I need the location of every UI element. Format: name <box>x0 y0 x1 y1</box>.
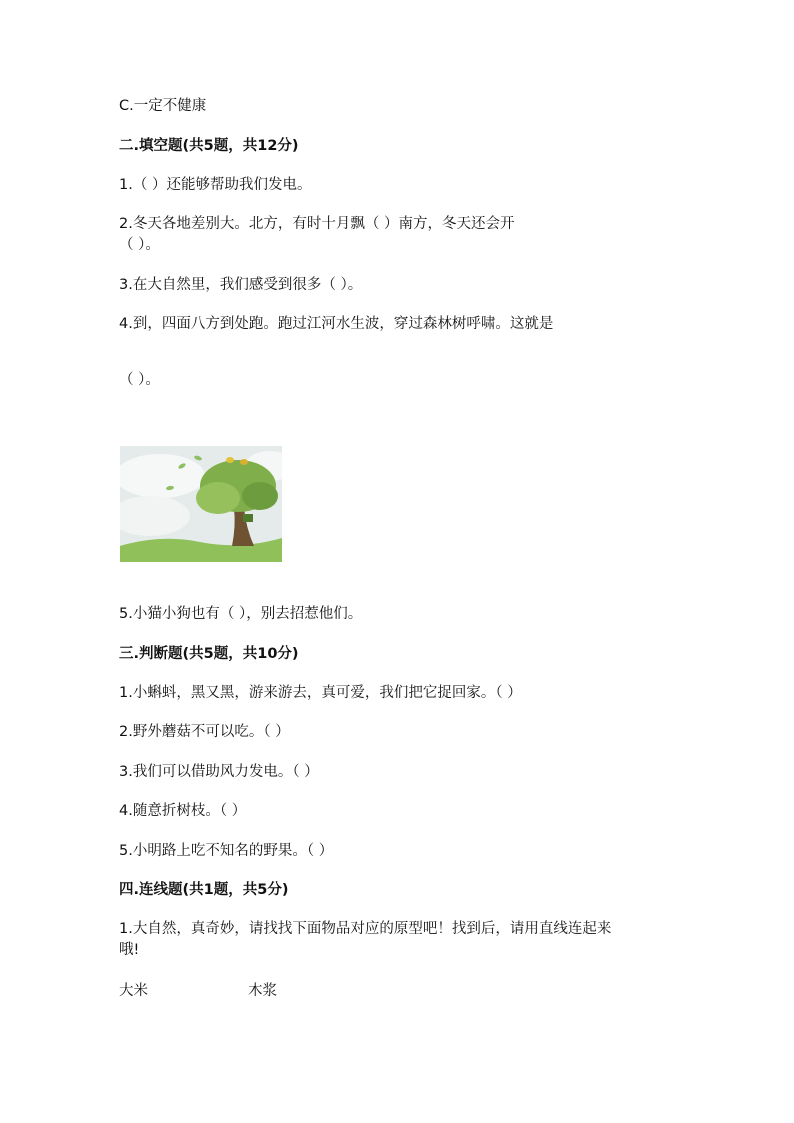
tree-foliage <box>196 482 240 514</box>
match-question-1-line-2: 哦! <box>119 942 140 958</box>
fill-question-1: 1.（ ）还能够帮助我们发电。 <box>119 177 312 193</box>
fill-question-4-line-1: 4.到，四面八方到处跑。跑过江河水生波，穿过森林树呼啸。这就是 <box>119 316 554 332</box>
section-2-heading: 二.填空题(共5题，共12分) <box>119 138 299 154</box>
section-4-heading: 四.连线题(共1题，共5分) <box>119 882 289 898</box>
match-right-item: 木浆 <box>248 983 277 999</box>
judge-question-5: 5.小明路上吃不知名的野果。（ ） <box>119 843 334 859</box>
fill-question-2-line-2: （ ）。 <box>119 237 160 253</box>
section-3-heading: 三.判断题(共5题，共10分) <box>119 646 299 662</box>
tree-drawing <box>120 446 282 562</box>
fill-question-3: 3.在大自然里，我们感受到很多（ ）。 <box>119 277 363 293</box>
birdhouse <box>243 514 253 522</box>
judge-question-2: 2.野外蘑菇不可以吃。（ ） <box>119 724 290 740</box>
match-left-item: 大米 <box>119 983 148 999</box>
fill-question-4-line-2: （ ）。 <box>119 372 160 388</box>
fill-question-5: 5.小猫小狗也有（ ），别去招惹他们。 <box>119 606 363 622</box>
match-question-1-line-1: 1.大自然，真奇妙，请找找下面物品对应的原型吧！找到后，请用直线连起来 <box>119 921 612 937</box>
previous-option-c: C.一定不健康 <box>119 98 207 114</box>
bird-icon <box>240 459 248 465</box>
judge-question-1: 1.小蝌蚪，黑又黑，游来游去，真可爱，我们把它捉回家。（ ） <box>119 685 522 701</box>
judge-question-3: 3.我们可以借助风力发电。（ ） <box>119 764 319 780</box>
wind-tree-illustration <box>120 446 282 562</box>
judge-question-4: 4.随意折树枝。（ ） <box>119 803 247 819</box>
bird-icon <box>226 457 234 463</box>
tree-foliage <box>242 482 278 510</box>
fill-question-2-line-1: 2.冬天各地差别大。北方，有时十月飘（ ）南方，冬天还会开 <box>119 216 515 232</box>
